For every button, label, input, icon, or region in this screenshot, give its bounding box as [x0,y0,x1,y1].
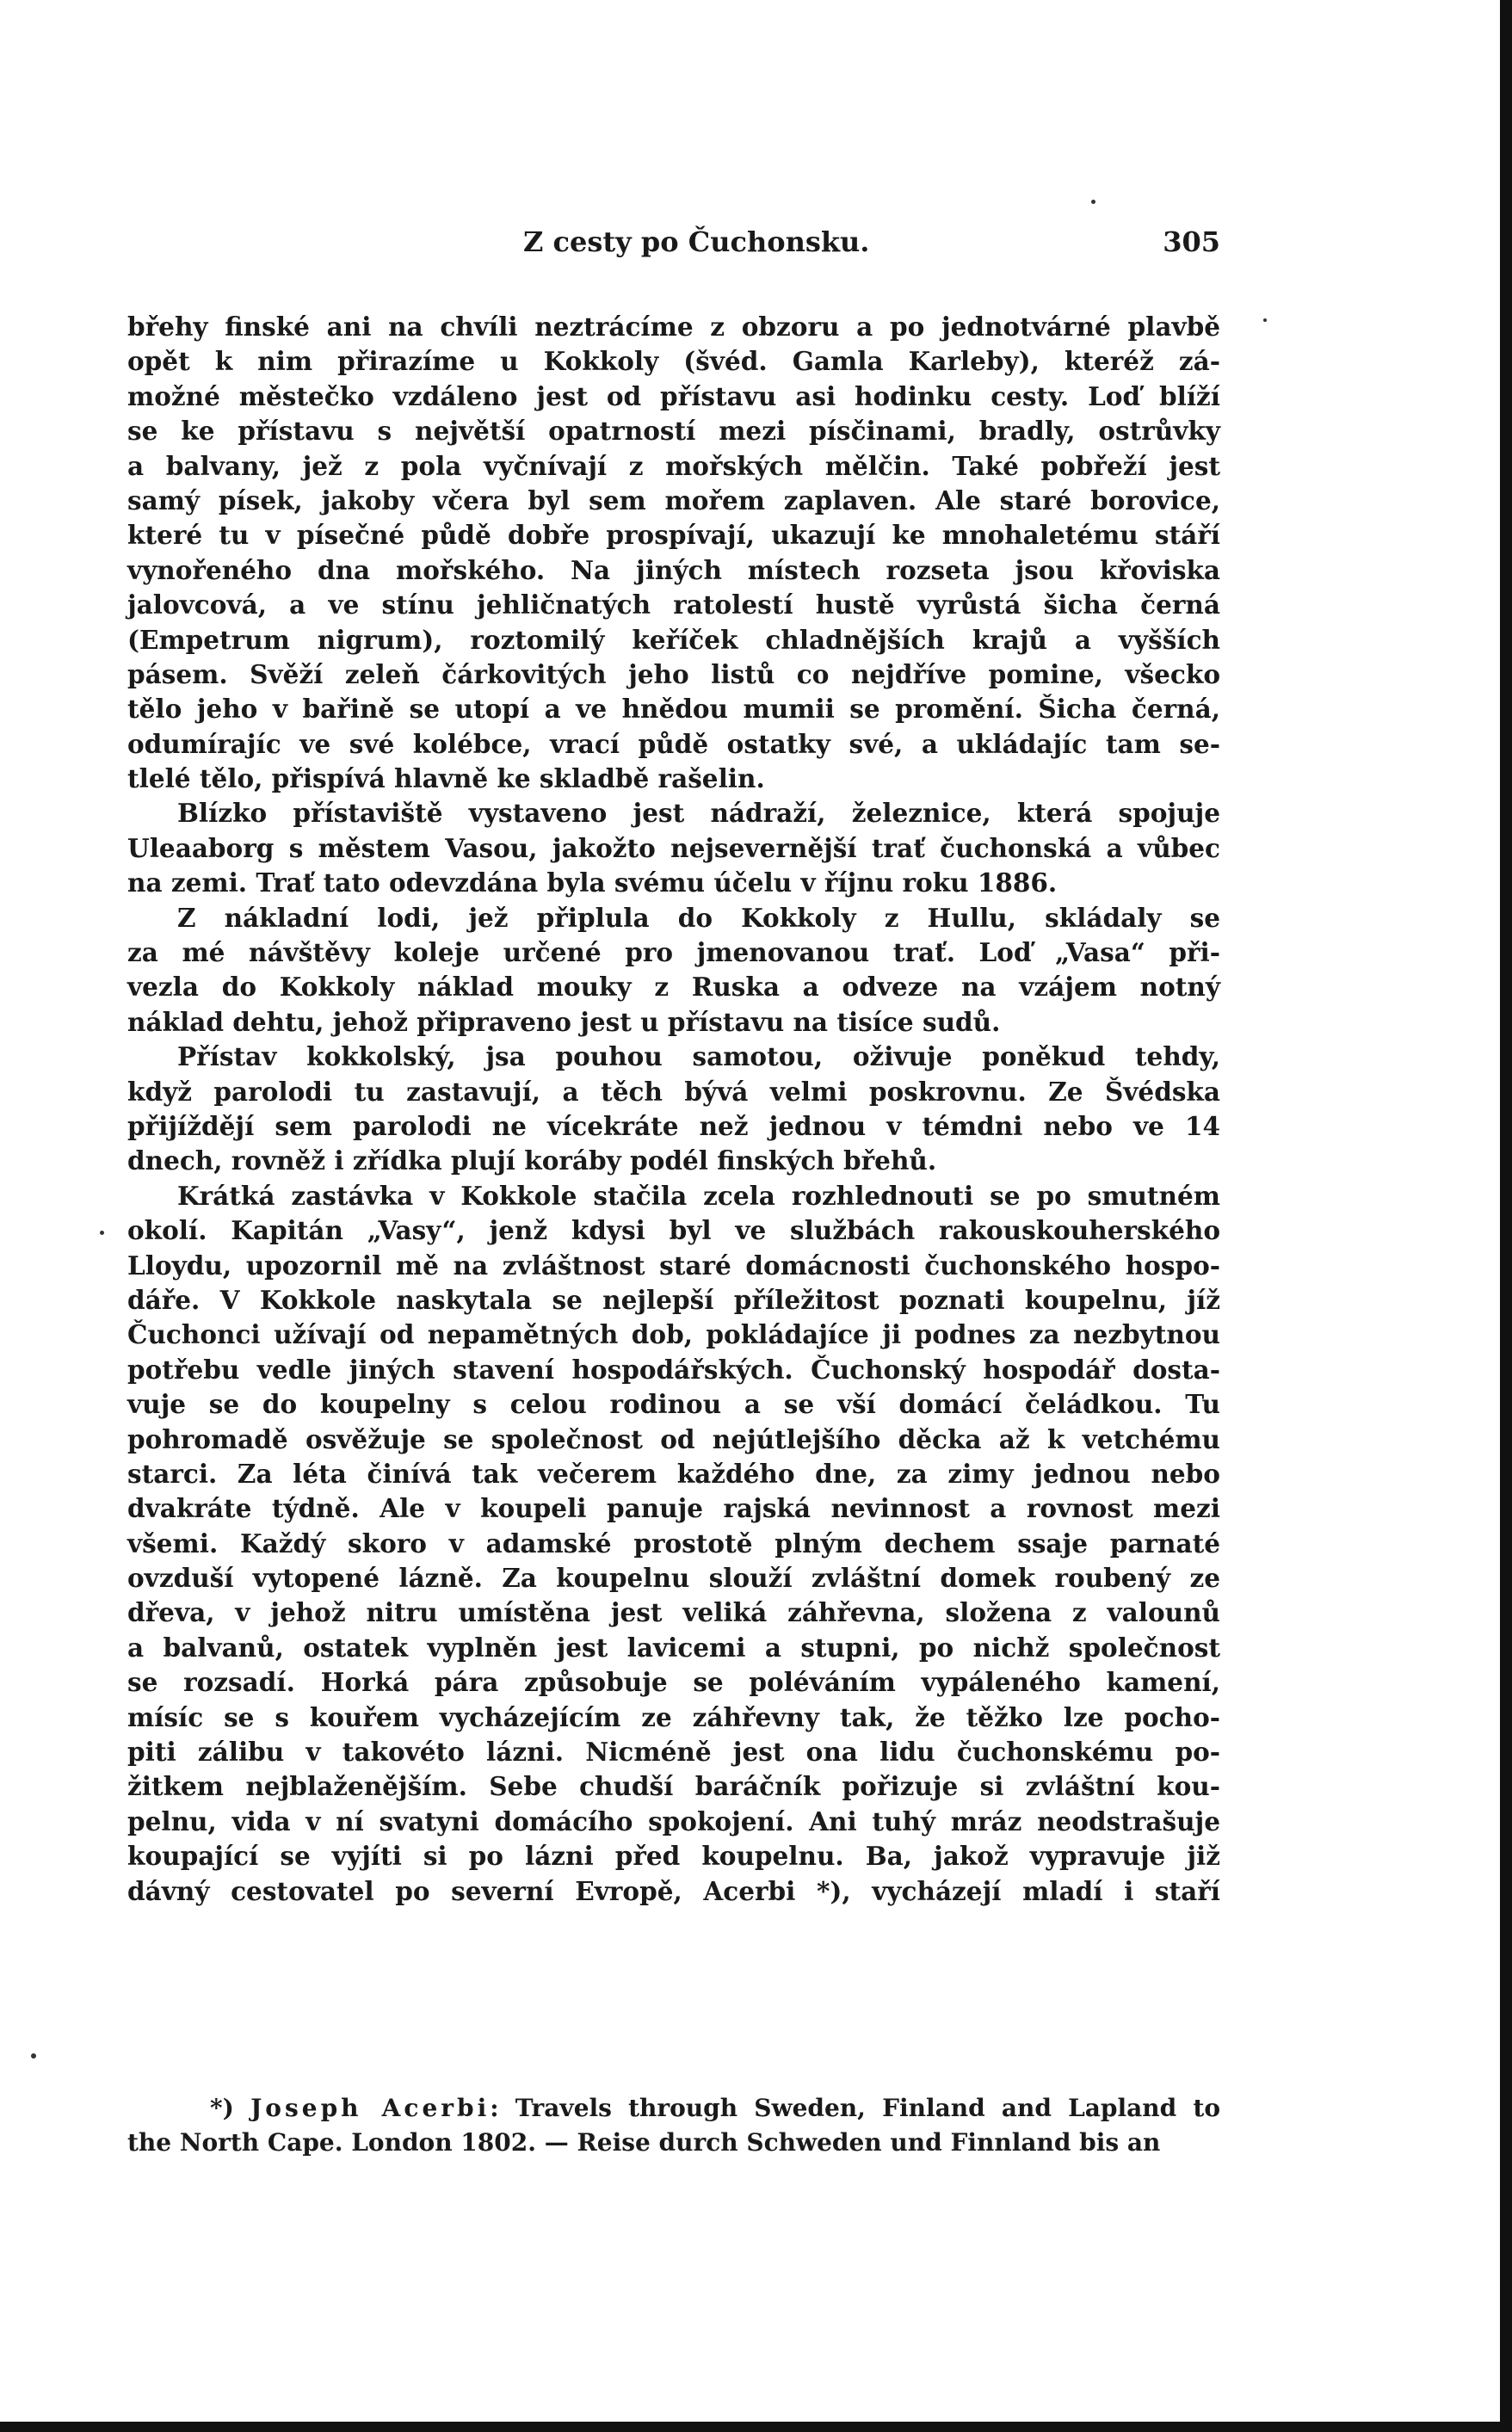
text-line: za mé návštěvy koleje určené pro jmenovanou trať. Loď „Vasa“ při- [127,937,1220,968]
text-line: vynořeného dna mořského. Na jiných místech rozseta jsou křoviska [127,554,1220,585]
text-line: možné městečko vzdáleno jest od přístavu asi hodinku cesty. Loď blíží [127,380,1220,411]
text-line: samý písek, jakoby včera byl sem mořem zaplaven. Ale staré borovice, [127,485,1220,515]
text-line: se rozsadí. Horká pára způsobuje se poléváním vypáleného kamení, [127,1667,1220,1698]
footnote-marker: *) [210,2094,234,2122]
text-line: okolí. Kapitán „Vasy“, jenž kdysi byl ve službách rakouskouherského [127,1215,1220,1246]
text-line: odumírajíc ve své kolébce, vrací půdě ostatky své, a ukládajíc tam se- [127,728,1220,759]
main-text [127,310,1220,1909]
text-line: dvakráte týdně. Ale v koupeli panuje rajská nevinnost a rovnost mezi [127,1493,1220,1524]
text-line: vuje se do koupelny s celou rodinou a se vší domácí čeládkou. Tu [127,1389,1220,1420]
text-line: břehy finské ani na chvíli neztrácíme z obzoru a po jednotvárné plavbě [127,312,1220,342]
text-line: když parolodi tu zastavují, a těch bývá velmi poskrovnu. Ze Švédska [127,1076,1220,1107]
text-line: tělo jeho v bařině se utopí a ve hnědou mumii se promění. Šicha černá, [127,694,1220,725]
text-line: opět k nim přirazíme u Kokkoly (švéd. Gamla Karleby), kteréž zá- [127,346,1220,377]
scan-border-right [1500,0,1512,2432]
text-line: se ke přístavu s největší opatrností mezi písčinami, bradly, ostrůvky [127,416,1220,447]
text-line: ovzduší vytopené lázně. Za koupelnu slouží zvláštní domek roubený ze [127,1563,1220,1594]
text-line: jalovcová, a ve stínu jehličnatých ratolestí hustě vyrůstá šicha černá [127,589,1220,620]
text-line: žitkem nejblaženějším. Sebe chudší baráčník pořizuje si zvláštní kou- [127,1771,1220,1802]
running-title: Z cesty po Čuchonsku. [523,225,870,258]
text-line: na zemi. Trať tato odevzdána byla svému účelu v říjnu roku 1886. [127,867,1058,898]
footnote-line-1-rest: : Travels through Sweden, Finland and Lapland to [490,2094,1220,2122]
text-line: Lloydu, upozornil mě na zvláštnost staré domácnosti čuchonského hospo- [127,1250,1220,1281]
text-line: Blízko přístaviště vystaveno jest nádraží, železnice, která spojuje [177,798,1220,829]
text-line: potřebu vedle jiných stavení hospodářských. Čuchonský hospodář dosta- [127,1354,1220,1385]
scan-speck [100,1231,104,1235]
text-line: Krátká zastávka v Kokkole stačila zcela rozhlednouti se po smutném [177,1180,1220,1211]
text-line: mísíc se s kouřem vycházejícím ze záhřevny tak, že těžko lze pocho- [127,1701,1220,1732]
text-line: a balvany, jež z pola vyčnívají z mořských mělčin. Také pobřeží jest [127,450,1220,481]
text-line: přijíždějí sem parolodi ne vícekráte než jednou v témdni nebo ve 14 [127,1110,1220,1141]
running-header [127,225,1220,260]
text-line: a balvanů, ostatek vyplněn jest lavicemi a stupni, po nichž společnost [127,1632,1220,1663]
text-line: (Empetrum nigrum), roztomilý keříček chladnějších krajů a vyšších [127,624,1220,655]
text-line: všemi. Každý skoro v adamské prostotě plným dechem ssaje parnaté [127,1528,1220,1559]
page-number: 305 [1163,225,1220,258]
text-line: dávný cestovatel po severní Evropě, Acerbi *), vycházejí mladí i staří [127,1875,1220,1906]
footnote-author: Joseph Acerbi [250,2094,491,2122]
text-line: Čuchonci užívají od nepamětných dob, pokládajíce ji podnes za nezbytnou [127,1319,1220,1350]
text-line: tlelé tělo, přispívá hlavně ke skladbě rašelin. [127,763,765,794]
text-line: pohromadě osvěžuje se společnost od nejútlejšího děcka až k vetchému [127,1423,1220,1454]
scan-speck [1263,318,1267,322]
text-line: vezla do Kokkoly náklad mouky z Ruska a odveze na vzájem notný [127,972,1220,1003]
text-line: pelnu, vida v ní svatyni domácího spokojení. Ani tuhý mráz neodstrašuje [127,1805,1220,1836]
text-line: pásem. Svěží zeleň čárkovitých jeho listů co nejdříve pomine, všecko [127,658,1220,689]
text-line: piti zálibu v takovéto lázni. Nicméně jest ona lidu čuchonskému po- [127,1737,1220,1768]
text-line: Uleaaborg s městem Vasou, jakožto nejsevernější trať čuchonská a vůbec [127,832,1220,863]
text-line: Z nákladní lodi, jež připlula do Kokkoly z Hullu, skládaly se [177,902,1220,933]
footnote-line-2: the North Cape. London 1802. — Reise durch Schweden und Finnland bis an [127,2128,1161,2157]
footnote-line-1 [127,2091,1220,2126]
text-line: dnech, rovněž i zřídka plují koráby podél finských břehů. [127,1145,937,1176]
scan-border-bottom [0,2422,1512,2432]
text-line: starci. Za léta činívá tak večerem každého dne, za zimy jednou nebo [127,1458,1220,1489]
text-line: dáře. V Kokkole naskytala se nejlepší příležitost poznati koupelnu, jíž [127,1284,1220,1315]
text-line: Přístav kokkolský, jsa pouhou samotou, oživuje poněkud tehdy, [177,1041,1220,1072]
text-line: dřeva, v jehož nitru umístěna jest veliká záhřevna, složena z valounů [127,1597,1220,1628]
text-line: náklad dehtu, jehož připraveno jest u přístavu na tisíce sudů. [127,1006,1001,1037]
scan-speck [31,2053,36,2059]
footnote [127,2091,1220,2161]
text-line: které tu v písečné půdě dobře prospívají, ukazují ke mnohaletému stáří [127,520,1220,551]
scan-speck [1091,200,1095,204]
text-line: koupající se vyjíti si po lázni před koupelnu. Ba, jakož vypravuje již [127,1841,1220,1872]
